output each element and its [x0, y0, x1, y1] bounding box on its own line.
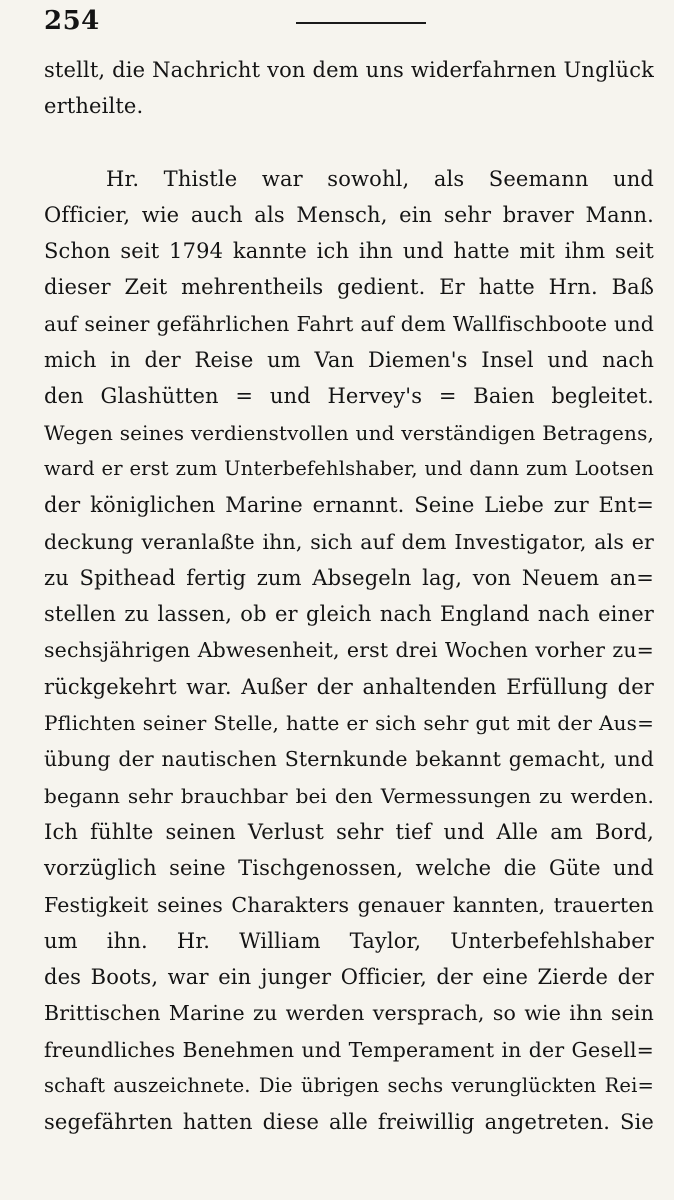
text-line: des Boots, war ein junger Officier, der eine Zierde der [44, 965, 654, 990]
page-number: 254 [44, 6, 100, 36]
text-line: vorzüglich seine Tischgenossen, welche die Güte und [44, 856, 654, 881]
text-line: Festigkeit seines Charakters genauer kannten, trauerten [44, 892, 654, 917]
text-line: mich in der Reise um Van Diemen's Insel und nach [44, 348, 654, 373]
text-line: stellen zu lassen, ob er gleich nach England nach einer [44, 602, 654, 627]
text-line: ertheilte. [44, 94, 144, 119]
text-line: rückgekehrt war. Außer der anhaltenden Erfüllung der [44, 674, 654, 699]
text-line: Hr. Thistle war sowohl, als Seemann und [106, 166, 654, 191]
paragraph-continuation [44, 52, 654, 125]
text-line: dieser Zeit mehrentheils gedient. Er hatte Hrn. Baß [44, 275, 654, 300]
text-line: begann sehr brauchbar bei den Vermessungen zu werden. [44, 783, 654, 808]
text-line: Brittischen Marine zu werden versprach, so wie ihn sein [44, 1001, 654, 1026]
body-text [44, 52, 654, 1141]
text-line: übung der nautischen Sternkunde bekannt gemacht, und [44, 747, 654, 772]
text-line: der königlichen Marine ernannt. Seine Liebe zur Ent= [44, 493, 654, 518]
text-line: schaft auszeichnete. Die übrigen sechs verunglückten Rei= [44, 1074, 654, 1098]
text-line: Wegen seines verdienstvollen und verständigen Betragens, [44, 420, 654, 445]
paragraph-thistle [44, 161, 654, 1141]
text-line: den Glashütten = und Hervey's = Baien begleitet. [44, 384, 654, 409]
text-line: stellt, die Nachricht von dem uns widerfahrnen Unglück [44, 58, 654, 82]
text-line: Schon seit 1794 kannte ich ihn und hatte mit ihm seit [44, 239, 654, 264]
text-line: Officier, wie auch als Mensch, ein sehr braver Mann. [44, 202, 654, 227]
text-line: Pflichten seiner Stelle, hatte er sich sehr gut mit der Aus= [44, 711, 654, 736]
header-rule [296, 22, 426, 24]
text-line: Ich fühlte seinen Verlust sehr tief und Alle am Bord, [44, 819, 654, 844]
text-line: auf seiner gefährlichen Fahrt auf dem Wallfischboote und [44, 311, 654, 336]
text-line: freundliches Benehmen und Temperament in der Gesell= [44, 1037, 654, 1062]
text-line: segefährten hatten diese alle freiwillig angetreten. Sie [44, 1110, 654, 1135]
text-line: sechsjährigen Abwesenheit, erst drei Wochen vorher zu= [44, 638, 654, 663]
text-line: zu Spithead fertig zum Absegeln lag, von Neuem an= [44, 565, 654, 590]
paragraph-gap [44, 125, 654, 161]
text-line: um ihn. Hr. William Taylor, Unterbefehlshaber [44, 928, 654, 953]
text-line: ward er erst zum Unterbefehlshaber, und dann zum Lootsen [44, 456, 654, 480]
text-line: deckung veranlaßte ihn, sich auf dem Investigator, als er [44, 529, 654, 554]
